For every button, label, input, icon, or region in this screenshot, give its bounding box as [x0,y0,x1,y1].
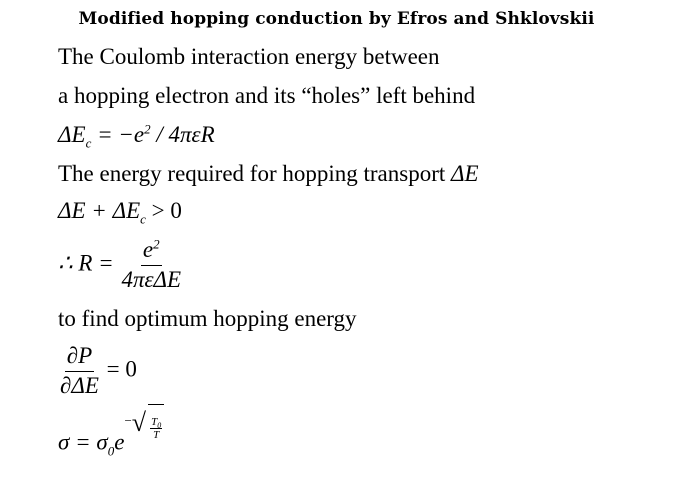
eq1-rhs-post: / 4πεR [150,122,215,147]
eq3-fraction [119,236,183,295]
eq3-denominator: 4πεΔE [121,266,182,292]
eq5-exp-sign: − [124,413,132,428]
eq4-fraction [58,342,101,401]
text-line-coulomb: The Coulomb interaction energy between [58,44,440,69]
eq5-lhs: σ = σ [58,429,108,455]
page-title: Modified hopping conduction by Efros and Shklovskii [78,9,595,29]
eq5-exp-numerator: $T_0$ [151,416,162,431]
eq4-numerator: ∂P [65,342,94,372]
eq5-exponent [124,402,164,441]
text-line-energy-required [58,161,479,187]
text-line-energy-required-text: The energy required for hopping transport [58,161,452,186]
eq5-e: e [114,429,125,455]
sqrt-icon: √ [131,408,147,437]
equation-hopping-distance [58,236,183,295]
eq1-lhs-sub: c [85,135,92,151]
equation-derivative-zero [58,342,137,401]
text-line-optimum-energy: to find optimum hopping energy [58,306,357,331]
eq2-b: > 0 [145,198,182,223]
eq4-denominator: ∂ΔE [60,372,99,398]
eq3-numerator: $e^2$ [141,236,162,266]
equation-conductivity [58,408,164,459]
eq1-rhs-sup: 2 [144,121,151,137]
equation-energy-inequality [58,198,182,227]
eq5-exp-denominator: T [153,429,160,442]
text-line-energy-required-var: ΔE [451,161,479,186]
eq3-lhs: ∴ R = [58,250,120,276]
eq2-sub: c [140,211,146,227]
eq5-root-content [148,404,164,441]
eq4-rhs: = 0 [100,356,137,382]
eq1-lhs: ΔE [58,122,86,147]
text-line-hopping-electron: a hopping electron and its “holes” left behind [58,83,476,108]
eq2-a: ΔE + ΔE [58,198,141,223]
equation-coulomb-energy [58,121,215,151]
eq1-rhs-pre: = −e [91,122,145,147]
eq5-sub0: 0 [107,443,115,459]
eq5-mini-fraction [150,416,162,441]
